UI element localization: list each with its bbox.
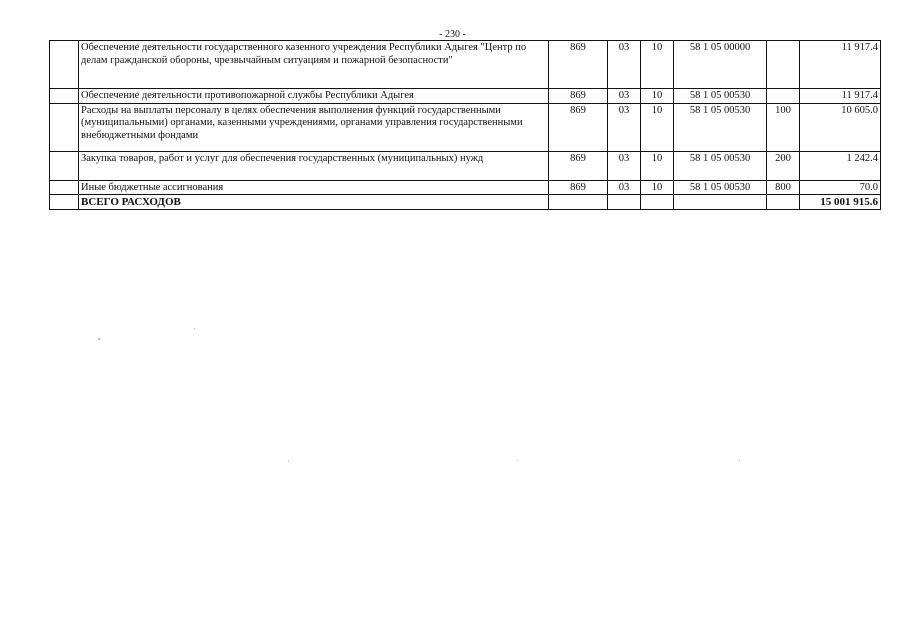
row-target-article: 58 1 05 00530 [674,103,767,151]
empty-cell [767,195,800,210]
row-target-article: 58 1 05 00530 [674,180,767,195]
table-row [50,41,881,89]
row-expense-type: 800 [767,180,800,195]
row-amount: 11 917.4 [800,41,881,89]
scan-speck [194,328,195,329]
row-admin-code: 869 [549,151,608,180]
total-amount: 15 001 915.6 [800,195,881,210]
row-admin-code: 869 [549,89,608,104]
row-number-cell [50,180,79,195]
table-row [50,180,881,195]
total-row [50,195,881,210]
empty-cell [549,195,608,210]
scan-speck [517,460,518,461]
row-target-article: 58 1 05 00000 [674,41,767,89]
page-number: - 230 - [439,29,466,40]
row-target-article: 58 1 05 00530 [674,89,767,104]
row-number-cell [50,103,79,151]
row-name: Обеспечение деятельности противопожарной службы Республики Адыгея [79,89,549,104]
empty-cell [641,195,674,210]
row-section-code: 03 [608,180,641,195]
row-amount: 70.0 [800,180,881,195]
budget-table [49,40,881,210]
row-target-article: 58 1 05 00530 [674,151,767,180]
row-subsection-code: 10 [641,41,674,89]
table-row [50,89,881,104]
empty-cell [608,195,641,210]
row-expense-type: 100 [767,103,800,151]
row-section-code: 03 [608,103,641,151]
row-number-cell [50,41,79,89]
row-admin-code: 869 [549,41,608,89]
scan-speck [288,460,289,461]
scan-speck [98,338,100,340]
row-section-code: 03 [608,89,641,104]
row-name: Расходы на выплаты персоналу в целях обеспечения выполнения функций государственными (муниципальными) органами, казенными учреждениями, органами управления государственными внебюджетными фондами [79,103,549,151]
row-number-cell [50,195,79,210]
row-name: Закупка товаров, работ и услуг для обеспечения государственных (муниципальных) нужд [79,151,549,180]
scan-speck [739,460,740,461]
row-admin-code: 869 [549,103,608,151]
row-subsection-code: 10 [641,180,674,195]
row-section-code: 03 [608,41,641,89]
empty-cell [674,195,767,210]
row-amount: 10 605.0 [800,103,881,151]
row-expense-type: 200 [767,151,800,180]
row-amount: 11 917.4 [800,89,881,104]
row-admin-code: 869 [549,180,608,195]
row-subsection-code: 10 [641,89,674,104]
row-name: Иные бюджетные ассигнования [79,180,549,195]
row-expense-type [767,89,800,104]
row-subsection-code: 10 [641,103,674,151]
row-section-code: 03 [608,151,641,180]
row-name: Обеспечение деятельности государственного казенного учреждения Республики Адыгея "Центр по делам гражданской обороны, чрезвычайным ситуациям и пожарной безопасности" [79,41,549,89]
row-number-cell [50,151,79,180]
row-number-cell [50,89,79,104]
table-row [50,103,881,151]
total-label: ВСЕГО РАСХОДОВ [79,195,549,210]
row-subsection-code: 10 [641,151,674,180]
table-row [50,151,881,180]
row-amount: 1 242.4 [800,151,881,180]
row-expense-type [767,41,800,89]
